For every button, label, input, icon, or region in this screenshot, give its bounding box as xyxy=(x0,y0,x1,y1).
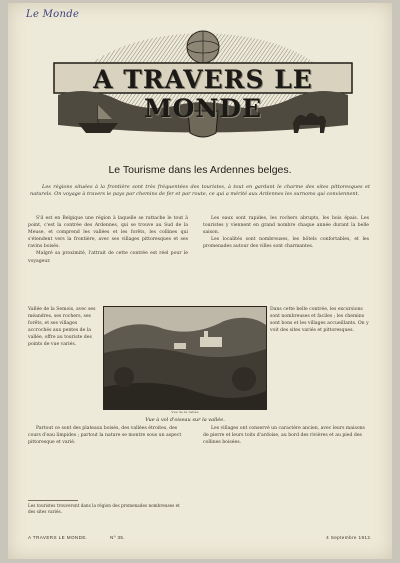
article-photo xyxy=(103,306,267,410)
footer-issue: Nº 35. xyxy=(110,535,126,540)
valley-photo xyxy=(104,307,266,409)
article-title: Le Tourisme dans les Ardennes belges. xyxy=(108,164,292,176)
handwritten-note: Le Monde xyxy=(26,9,80,20)
photo-caption: Vue à vol d'oiseau sur la vallée. xyxy=(145,417,225,423)
photo-credit: Vue de la vallée xyxy=(171,410,199,414)
paragraph: Malgré sa proximité, l'attrait de cette contrée est réel pour le voyageur. xyxy=(28,251,188,264)
footnote-rule xyxy=(28,500,78,501)
column-left-bottom xyxy=(28,425,188,446)
paragraph: Les localités sont nombreuses, les hôtels confortables, et les promenades autour des villes sont charmantes. xyxy=(203,237,369,250)
paragraph: Les villages ont conservé un caractère ancien, avec leurs maisons de pierre et leurs toits d'ardoise, au bord des rivières et au pied des collines boisées. xyxy=(203,426,365,446)
column-right-bottom xyxy=(203,425,369,446)
paragraph: Les eaux sont rapides, les rochers abrupts, les bois épais. Les touristes y viennent en grand nombre chaque année durant la belle saison. xyxy=(203,216,369,236)
page-footer xyxy=(28,535,372,543)
paragraph: Partout ce sont des plateaux boisés, des vallées étroites, des cours d'eau limpides ; partout la nature se montre sous un aspect pittoresque et varié. xyxy=(28,426,182,446)
masthead xyxy=(48,25,358,145)
column-left xyxy=(28,215,188,265)
article-lede: Les régions situées à la frontière sont très fréquentées des touristes, à tout en gardant le charme des sites pittoresques et naturels. On voyage à travers le pays par chemins de fer et par route, ce qui a mérité aux Ardennes les surnoms qui conviennent. xyxy=(30,184,370,197)
magazine-page xyxy=(8,3,392,559)
footer-date: 4 Septembre 1912. xyxy=(326,535,372,540)
footnote: Les touristes trouveront dans la région des promenades nombreuses et des sites variés. xyxy=(28,503,180,514)
wrap-text-right: Dans cette belle contrée, les excursions sont nombreuses et faciles ; les chemins sont bons et les villages accueillants. On y voit des sites variés et pittoresques. xyxy=(270,307,369,334)
footer-publication: A TRAVERS LE MONDE. xyxy=(28,535,88,540)
wrap-text-left: Vallée de la Semois, avec ses méandres, ses rochers, ses forêts, et ses villages accrochés aux pentes de la vallée, offre au touriste des points de vue variés. xyxy=(28,307,96,348)
column-right xyxy=(203,215,369,250)
masthead-title: A TRAVERS LE MONDE xyxy=(93,65,313,123)
paragraph: S'il est en Belgique une région à laquelle se rattache le tout à point, c'est la contrée des Ardennes, qui se trouve au Sud de la Meuse, et comprend les vallées et les forêts, les collines qui s'étendent vers la frontière, avec ses villages pittoresques et ses ravins boisés. xyxy=(28,216,188,250)
